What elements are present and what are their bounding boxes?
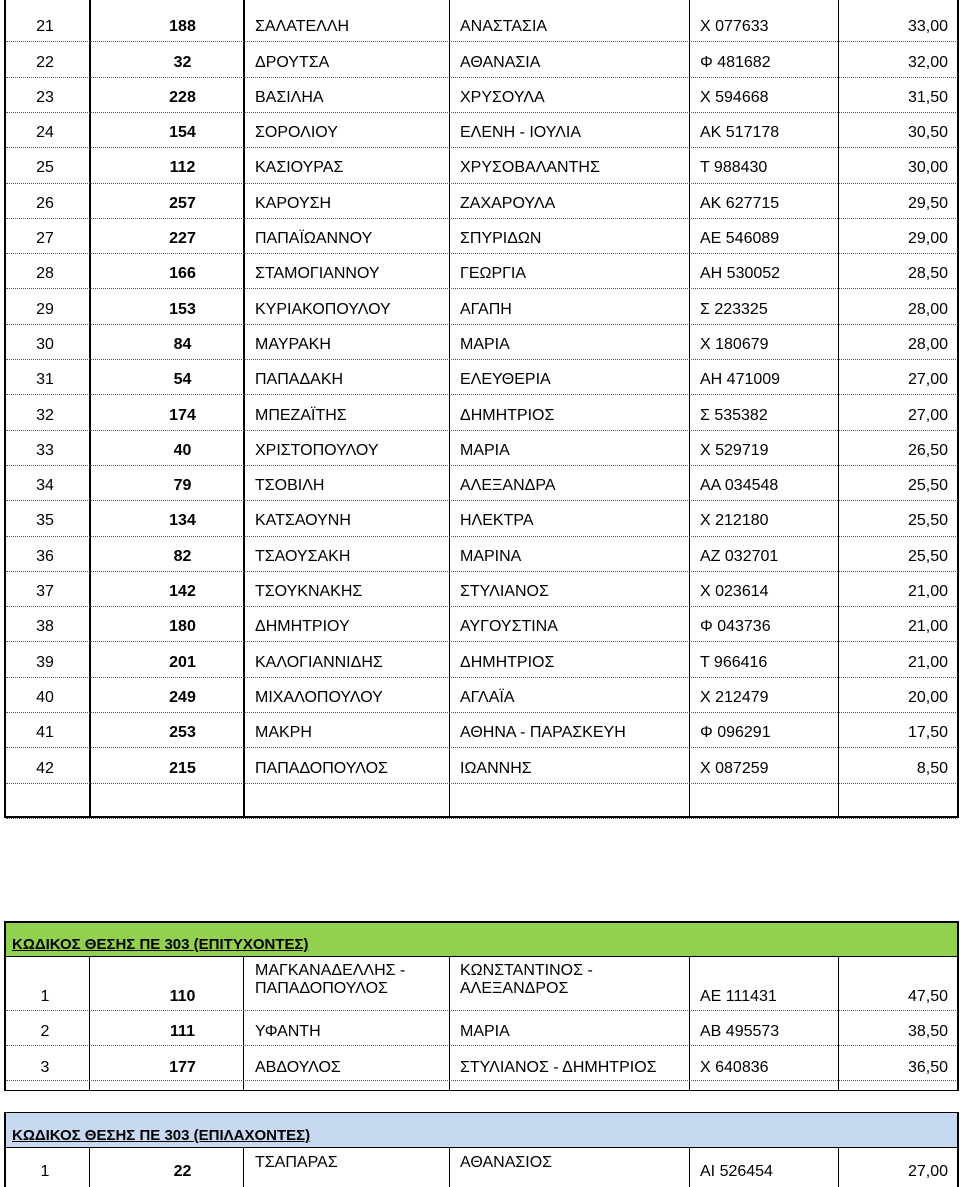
- table-row: [0, 747, 960, 782]
- rank-cell: 27: [36, 230, 54, 248]
- id-cell: ΑΕ 546089: [700, 230, 780, 248]
- table-row: [0, 606, 960, 641]
- code-cell: 215: [169, 759, 196, 777]
- table-row: [0, 112, 960, 147]
- code-cell: 110: [169, 988, 196, 1005]
- id-cell: ΑΒ 495573: [700, 1023, 780, 1041]
- name-cell: ΖΑΧΑΡΟΥΛΑ: [460, 194, 556, 212]
- surname-cell: ΒΑΣΙΛΗΑ: [255, 88, 324, 106]
- id-cell: ΑΖ 032701: [700, 547, 779, 565]
- score-cell: 27,00: [907, 1163, 948, 1180]
- table-row: [0, 500, 960, 535]
- code-cell: 112: [169, 159, 196, 177]
- code-cell: 40: [173, 441, 192, 459]
- name-cell: ΧΡΥΣΟΒΑΛΑΝΤΗΣ: [460, 159, 600, 177]
- name-cell: ΓΕΩΡΓΙΑ: [460, 265, 527, 283]
- id-cell: Χ 529719: [700, 441, 769, 459]
- section-border-bottom: [4, 1090, 959, 1091]
- surname-cell: ΔΡΟΥΤΣΑ: [255, 53, 330, 71]
- table-row: [0, 253, 960, 288]
- score-cell: 31,50: [907, 88, 948, 106]
- name-cell: ΜΑΡΙΑ: [460, 441, 510, 459]
- surname-line-2: ΠΑΠΑΔΟΠΟΥΛΟΣ: [255, 980, 388, 997]
- code-cell: 166: [169, 265, 196, 283]
- table-row: [0, 359, 960, 394]
- name-cell: ΗΛΕΚΤΡΑ: [460, 512, 534, 530]
- code-cell: 177: [169, 1058, 196, 1076]
- section-successful-header: [4, 921, 958, 956]
- code-cell: 82: [173, 547, 192, 565]
- surname-cell: ΜΠΕΖΑΪΤΗΣ: [255, 406, 347, 424]
- name-cell: ΑΘΗΝΑ - ΠΑΡΑΣΚΕΥΗ: [460, 724, 626, 742]
- surname-cell: ΤΣΑΠΑΡΑΣ: [255, 1154, 338, 1171]
- code-cell: 188: [169, 18, 196, 36]
- id-cell: Χ 023614: [700, 583, 769, 601]
- code-cell: 79: [173, 477, 192, 495]
- rank-cell: 2: [40, 1023, 50, 1041]
- table-row: [0, 430, 960, 465]
- code-cell: 54: [173, 371, 192, 389]
- rank-cell: 41: [36, 724, 54, 742]
- table-row: [0, 571, 960, 606]
- surname-cell: ΤΣΟΒΙΛΗ: [255, 477, 325, 495]
- surname-cell: ΜΑΥΡΑΚΗ: [255, 335, 331, 353]
- name-cell: ΑΥΓΟΥΣΤΙΝΑ: [460, 618, 558, 636]
- surname-cell: ΚΑΡΟΥΣΗ: [255, 194, 332, 212]
- section-border-top: [4, 921, 959, 923]
- section-successful-table: [0, 957, 960, 1082]
- id-cell: Χ 212479: [700, 688, 769, 706]
- score-cell: 32,00: [907, 53, 948, 71]
- table-row: [0, 641, 960, 676]
- section-successful-title: ΚΩΔΙΚΟΣ ΘΕΣΗΣ ΠΕ 303 (ΕΠΙΤΥΧΟΝΤΕΣ): [12, 936, 309, 953]
- table-row: [0, 288, 960, 323]
- main-table-body: [0, 6, 960, 783]
- score-cell: 30,00: [907, 159, 948, 177]
- name-cell: ΣΤΥΛΙΑΝΟΣ - ΔΗΜΗΤΡΙΟΣ: [460, 1058, 657, 1076]
- score-cell: 47,50: [907, 988, 948, 1005]
- rank-cell: 37: [36, 583, 54, 601]
- id-cell: ΑΑ 034548: [700, 477, 779, 495]
- row-separator: [6, 783, 956, 784]
- id-cell: Τ 966416: [700, 653, 768, 671]
- section-successful: [0, 921, 960, 1091]
- table-row: [0, 712, 960, 747]
- rank-cell: 42: [36, 759, 54, 777]
- name-cell: ΜΑΡΙΑ: [460, 335, 510, 353]
- score-cell: 33,00: [907, 18, 948, 36]
- surname-cell: ΜΙΧΑΛΟΠΟΥΛΟΥ: [255, 688, 383, 706]
- score-cell: 17,50: [907, 724, 948, 742]
- name-cell: ΕΛΕΥΘΕΡΙΑ: [460, 371, 551, 389]
- surname-cell: [245, 957, 450, 1011]
- name-cell: ΕΛΕΝΗ - ΙΟΥΛΙΑ: [460, 124, 582, 142]
- code-cell: 22: [173, 1163, 192, 1180]
- surname-cell: ΔΗΜΗΤΡΙΟΥ: [255, 618, 350, 636]
- name-line-1: ΚΩΝΣΤΑΝΤΙΝΟΣ -: [460, 962, 593, 979]
- id-cell: ΑΚ 517178: [700, 124, 780, 142]
- surname-cell: ΜΑΚΡΗ: [255, 724, 312, 742]
- name-cell: ΔΗΜΗΤΡΙΟΣ: [460, 653, 555, 671]
- id-cell: ΑΙ 526454: [700, 1163, 773, 1180]
- surname-cell: ΚΑΛΟΓΙΑΝΝΙΔΗΣ: [255, 653, 383, 671]
- id-cell: Φ 043736: [700, 618, 771, 636]
- rank-cell: 23: [36, 88, 54, 106]
- id-cell: Σ 223325: [700, 300, 768, 318]
- code-cell: 180: [169, 618, 196, 636]
- section-alternates-title: ΚΩΔΙΚΟΣ ΘΕΣΗΣ ΠΕ 303 (ΕΠΙΛΑΧΟΝΤΕΣ): [12, 1127, 311, 1144]
- code-cell: 257: [169, 194, 196, 212]
- surname-cell: ΠΑΠΑΪΩΑΝΝΟΥ: [255, 230, 373, 248]
- score-cell: 38,50: [907, 1023, 948, 1041]
- name-cell: ΙΩΑΝΝΗΣ: [460, 759, 532, 777]
- score-cell: 20,00: [907, 688, 948, 706]
- score-cell: 30,50: [907, 124, 948, 142]
- rank-cell: 38: [36, 618, 54, 636]
- id-cell: Φ 481682: [700, 53, 771, 71]
- name-cell: ΑΓΛΑΪΑ: [460, 688, 515, 706]
- name-cell: ΑΓΑΠΗ: [460, 300, 512, 318]
- id-cell: Τ 988430: [700, 159, 768, 177]
- code-cell: 111: [170, 1023, 195, 1041]
- table-row: [0, 535, 960, 570]
- rank-cell: 28: [36, 265, 54, 283]
- score-cell: 29,00: [907, 230, 948, 248]
- rank-cell: 24: [36, 124, 54, 142]
- name-cell: ΑΛΕΞΑΝΔΡΑ: [460, 477, 556, 495]
- id-cell: Χ 087259: [700, 759, 769, 777]
- rank-cell: 30: [36, 335, 54, 353]
- table-row: [0, 182, 960, 217]
- score-cell: 36,50: [907, 1058, 948, 1076]
- name-cell: ΔΗΜΗΤΡΙΟΣ: [460, 406, 555, 424]
- rank-cell: 26: [36, 194, 54, 212]
- id-cell: Χ 077633: [700, 18, 769, 36]
- id-cell: ΑΕ 111431: [700, 988, 777, 1005]
- surname-cell: ΧΡΙΣΤΟΠΟΥΛΟΥ: [255, 441, 379, 459]
- rank-cell: 33: [36, 441, 54, 459]
- surname-cell: ΠΑΠΑΔΟΠΟΥΛΟΣ: [255, 759, 388, 777]
- surname-cell: ΑΒΔΟΥΛΟΣ: [255, 1058, 341, 1076]
- section-alternates-header: [4, 1112, 958, 1147]
- rank-cell: 34: [36, 477, 54, 495]
- name-cell: ΑΘΑΝΑΣΙΟΣ: [460, 1154, 553, 1171]
- code-cell: 32: [173, 53, 192, 71]
- id-cell: Σ 535382: [700, 406, 768, 424]
- name-cell: [450, 957, 690, 1011]
- code-cell: 142: [169, 583, 196, 601]
- surname-cell: ΚΥΡΙΑΚΟΠΟΥΛΟΥ: [255, 300, 391, 318]
- table-row: [0, 41, 960, 76]
- table-row: [0, 324, 960, 359]
- score-cell: 25,50: [907, 547, 948, 565]
- code-cell: 174: [169, 406, 196, 424]
- surname-cell: ΠΑΠΑΔΑΚΗ: [255, 371, 344, 389]
- code-cell: 153: [169, 300, 196, 318]
- name-cell: ΜΑΡΙΝΑ: [460, 547, 522, 565]
- name-cell: ΑΘΑΝΑΣΙΑ: [460, 53, 541, 71]
- score-cell: 25,50: [907, 512, 948, 530]
- table-row: [0, 147, 960, 182]
- rank-cell: 1: [40, 988, 50, 1005]
- score-cell: 27,00: [907, 406, 948, 424]
- code-cell: 228: [169, 88, 196, 106]
- table-row: [0, 1148, 960, 1186]
- id-cell: Χ 180679: [700, 335, 769, 353]
- code-cell: 154: [169, 124, 196, 142]
- code-cell: 253: [169, 724, 196, 742]
- name-cell: ΑΝΑΣΤΑΣΙΑ: [460, 18, 548, 36]
- table-row: [0, 77, 960, 112]
- score-cell: 8,50: [916, 759, 948, 777]
- score-cell: 29,50: [907, 194, 948, 212]
- surname-cell: ΣΟΡΟΛΙΟΥ: [255, 124, 338, 142]
- code-cell: 227: [169, 230, 196, 248]
- id-cell: Χ 640836: [700, 1058, 769, 1076]
- table-row: [0, 677, 960, 712]
- score-cell: 21,00: [907, 653, 948, 671]
- rank-cell: 35: [36, 512, 54, 530]
- score-cell: 25,50: [907, 477, 948, 495]
- rank-cell: 36: [36, 547, 54, 565]
- table-row: [0, 1046, 960, 1081]
- surname-cell: ΥΦΑΝΤΗ: [255, 1023, 321, 1041]
- score-cell: 28,00: [907, 300, 948, 318]
- rank-cell: 1: [40, 1163, 50, 1180]
- id-cell: Φ 096291: [700, 724, 771, 742]
- rank-cell: 3: [40, 1058, 50, 1076]
- id-cell: Χ 212180: [700, 512, 769, 530]
- code-cell: 84: [173, 335, 192, 353]
- table-row: [0, 394, 960, 429]
- code-cell: 201: [169, 653, 196, 671]
- surname-cell: ΚΑΤΣΑΟΥΝΗ: [255, 512, 351, 530]
- rank-cell: 40: [36, 688, 54, 706]
- table-row: [0, 465, 960, 500]
- code-cell: 134: [169, 512, 196, 530]
- name-cell: ΣΠΥΡΙΔΩΝ: [460, 230, 542, 248]
- score-cell: 21,00: [907, 583, 948, 601]
- table-row: [0, 1011, 960, 1046]
- score-cell: 28,50: [907, 265, 948, 283]
- rank-cell: 39: [36, 653, 54, 671]
- rank-cell: 25: [36, 159, 54, 177]
- rank-cell: 29: [36, 300, 54, 318]
- table-row: [0, 6, 960, 41]
- name-cell: ΜΑΡΙΑ: [460, 1023, 510, 1041]
- rank-cell: 22: [36, 53, 54, 71]
- score-cell: 28,00: [907, 335, 948, 353]
- surname-cell: ΚΑΣΙΟΥΡΑΣ: [255, 159, 344, 177]
- surname-cell: ΣΤΑΜΟΓΙΑΝΝΟΥ: [255, 265, 380, 283]
- id-cell: Χ 594668: [700, 88, 769, 106]
- name-line-2: ΑΛΕΞΑΝΔΡΟΣ: [460, 980, 569, 997]
- id-cell: ΑΗ 530052: [700, 265, 781, 283]
- section-alternates-table: [0, 1148, 960, 1186]
- surname-cell: ΤΣΑΟΥΣΑΚΗ: [255, 547, 351, 565]
- section-alternates: [0, 1112, 960, 1187]
- rank-cell: 32: [36, 406, 54, 424]
- name-cell: ΣΤΥΛΙΑΝΟΣ: [460, 583, 549, 601]
- score-cell: 27,00: [907, 371, 948, 389]
- surname-cell: ΤΣΟΥΚΝΑΚΗΣ: [255, 583, 363, 601]
- rank-cell: 21: [36, 18, 54, 36]
- rank-cell: 31: [36, 371, 54, 389]
- surname-line-1: ΜΑΓΚΑΝΑΔΕΛΛΗΣ -: [255, 962, 406, 979]
- code-cell: 249: [169, 688, 196, 706]
- section-border-top: [4, 1112, 959, 1113]
- row-separator: [6, 818, 956, 819]
- score-cell: 26,50: [907, 441, 948, 459]
- table-row: [0, 218, 960, 253]
- table-row: [0, 957, 960, 1011]
- surname-cell: ΣΑΛΑΤΕΛΛΗ: [255, 18, 350, 36]
- id-cell: ΑΗ 471009: [700, 371, 781, 389]
- id-cell: ΑΚ 627715: [700, 194, 780, 212]
- score-cell: 21,00: [907, 618, 948, 636]
- name-cell: ΧΡΥΣΟΥΛΑ: [460, 88, 545, 106]
